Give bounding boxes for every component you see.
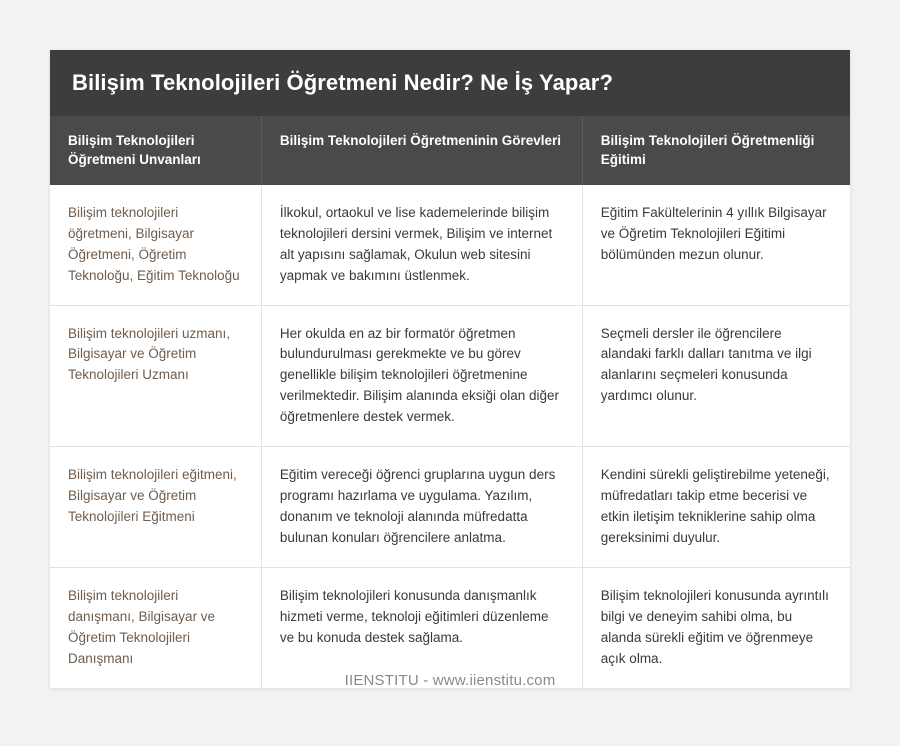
table-body: [50, 185, 850, 688]
cell-unvanlar: Bilişim teknolojileri uzmanı, Bilgisayar ve Öğretim Teknolojileri Uzmanı: [50, 305, 261, 447]
table-header-row: [50, 116, 850, 184]
column-header-gorevler: Bilişim Teknolojileri Öğretmeninin Görevleri: [261, 116, 582, 184]
info-table: [50, 116, 850, 687]
footer-credit: IIENSTITU - www.iienstitu.com: [344, 672, 556, 689]
table-header: [50, 116, 850, 184]
cell-gorevler: Her okulda en az bir formatör öğretmen bulundurulması gerekmekte ve bu görev genellikle bilişim teknolojileri öğretmenine verilmektedir. Bilişim alanında eksiği olan diğer öğretmenlere destek vermek.: [261, 305, 582, 447]
page-title: Bilişim Teknolojileri Öğretmeni Nedir? Ne İş Yapar?: [72, 70, 613, 95]
table-row: [50, 447, 850, 568]
cell-unvanlar: Bilişim teknolojileri eğitmeni, Bilgisayar ve Öğretim Teknolojileri Eğitmeni: [50, 447, 261, 568]
cell-egitim: Seçmeli dersler ile öğrencilere alandaki farklı dalları tanıtma ve ilgi alanlarını seçmeleri konusunda yardımcı olunur.: [582, 305, 850, 447]
cell-gorevler: Bilişim teknolojileri konusunda danışmanlık hizmeti verme, teknoloji eğitimleri düzenleme ve bu konuda destek sağlama.: [261, 567, 582, 687]
column-header-unvanlar: Bilişim Teknolojileri Öğretmeni Unvanları: [50, 116, 261, 184]
cell-unvanlar: Bilişim teknolojileri öğretmeni, Bilgisayar Öğretmeni, Öğretim Teknoloğu, Eğitim Teknoloğu: [50, 185, 261, 305]
title-bar: [50, 50, 850, 116]
cell-egitim: Kendini sürekli geliştirebilme yeteneği, müfredatları takip etme becerisi ve etkin iletişim tekniklerine sahip olma gereksinimi duyulur.: [582, 447, 850, 568]
cell-egitim: Bilişim teknolojileri konusunda ayrıntılı bilgi ve deneyim sahibi olma, bu alanda sürekli eğitim ve öğrenmeye açık olma.: [600, 587, 829, 666]
column-header-egitim: Bilişim Teknolojileri Öğretmenliği Eğitimi: [582, 116, 850, 184]
table-row: [50, 567, 850, 687]
cell-gorevler: İlkokul, ortaokul ve lise kademelerinde bilişim teknolojileri dersini vermek, Bilişim ve internet alt yapısını sağlamak, Okulun web sitesini yapmak ve bakımını üstlenmek.: [261, 185, 582, 305]
table-row: [50, 185, 850, 305]
cell-gorevler: Eğitim vereceği öğrenci gruplarına uygun ders programı hazırlama ve uygulama. Yazılım, donanım ve teknoloji alanında müfredatta bulunan konuları öğrencilere anlatma.: [261, 447, 582, 568]
cell-unvanlar: Bilişim teknolojileri danışmanı, Bilgisayar ve Öğretim Teknolojileri Danışmanı: [50, 567, 261, 687]
cell-egitim: Eğitim Fakültelerinin 4 yıllık Bilgisayar ve Öğretim Teknolojileri Eğitimi bölümünden mezun olunur.: [582, 185, 850, 305]
info-card: [50, 50, 850, 688]
table-row: [50, 305, 850, 447]
